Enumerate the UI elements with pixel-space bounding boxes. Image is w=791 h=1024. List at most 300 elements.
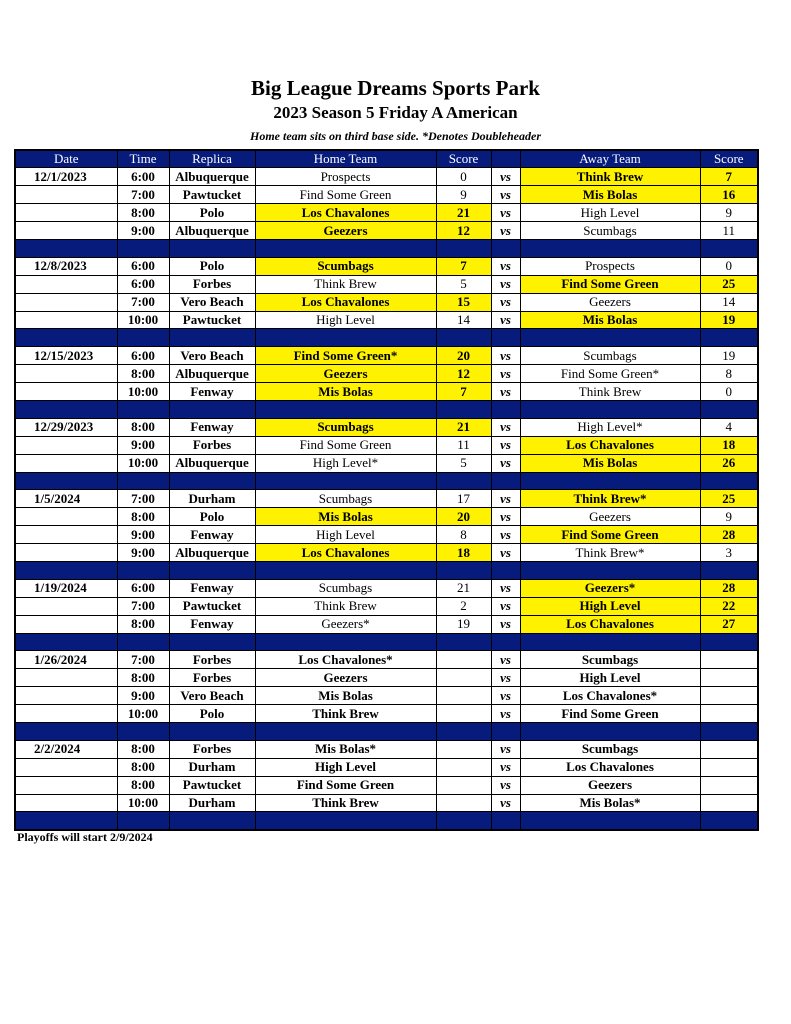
home-score: 19	[436, 615, 491, 633]
home-team: Los Chavalones*	[255, 651, 436, 669]
game-row	[15, 186, 758, 204]
away-team: Scumbags	[520, 347, 700, 365]
home-team: Geezers	[255, 669, 436, 687]
away-team: Geezers	[520, 293, 700, 311]
home-score: 21	[436, 418, 491, 436]
separator-cell	[15, 329, 117, 347]
away-score: 9	[700, 508, 758, 526]
game-date	[15, 365, 117, 383]
game-replica: Albuquerque	[169, 365, 255, 383]
game-time: 10:00	[117, 383, 169, 401]
home-score: 0	[436, 168, 491, 186]
game-row	[15, 579, 758, 597]
col-header-home-score: Score	[436, 150, 491, 168]
separator-cell	[15, 723, 117, 741]
separator-cell	[117, 812, 169, 830]
away-score: 0	[700, 257, 758, 275]
game-date	[15, 597, 117, 615]
home-team: Mis Bolas	[255, 383, 436, 401]
away-score: 3	[700, 544, 758, 562]
home-score: 14	[436, 311, 491, 329]
home-team: Think Brew	[255, 794, 436, 812]
game-replica: Polo	[169, 257, 255, 275]
away-team: Find Some Green	[520, 526, 700, 544]
game-row	[15, 383, 758, 401]
game-row	[15, 669, 758, 687]
separator-cell	[700, 472, 758, 490]
game-replica: Vero Beach	[169, 347, 255, 365]
away-score	[700, 687, 758, 705]
game-date: 12/29/2023	[15, 418, 117, 436]
game-replica: Pawtucket	[169, 776, 255, 794]
separator-cell	[491, 239, 520, 257]
vs-label: vs	[491, 597, 520, 615]
game-row	[15, 275, 758, 293]
game-date	[15, 776, 117, 794]
separator-cell	[169, 329, 255, 347]
away-team: High Level*	[520, 418, 700, 436]
game-time: 7:00	[117, 597, 169, 615]
away-score: 26	[700, 454, 758, 472]
home-score: 11	[436, 436, 491, 454]
away-score: 19	[700, 347, 758, 365]
col-header-away-score: Score	[700, 150, 758, 168]
game-time: 8:00	[117, 669, 169, 687]
away-team: Mis Bolas	[520, 186, 700, 204]
home-team: Los Chavalones	[255, 293, 436, 311]
game-replica: Fenway	[169, 383, 255, 401]
vs-label: vs	[491, 544, 520, 562]
separator-cell	[491, 400, 520, 418]
game-row	[15, 311, 758, 329]
separator-cell	[700, 561, 758, 579]
game-row	[15, 418, 758, 436]
away-team: Think Brew*	[520, 490, 700, 508]
away-score	[700, 776, 758, 794]
game-time: 8:00	[117, 740, 169, 758]
away-team: Los Chavalones	[520, 758, 700, 776]
game-date: 2/2/2024	[15, 740, 117, 758]
game-replica: Forbes	[169, 669, 255, 687]
away-team: Geezers	[520, 508, 700, 526]
separator-cell	[255, 633, 436, 651]
game-time: 7:00	[117, 490, 169, 508]
away-score	[700, 651, 758, 669]
separator-cell	[15, 472, 117, 490]
game-time: 8:00	[117, 776, 169, 794]
home-score: 18	[436, 544, 491, 562]
game-time: 10:00	[117, 454, 169, 472]
game-replica: Albuquerque	[169, 168, 255, 186]
separator-cell	[700, 812, 758, 830]
game-replica: Albuquerque	[169, 454, 255, 472]
game-row	[15, 257, 758, 275]
separator-cell	[15, 633, 117, 651]
away-team: Mis Bolas*	[520, 794, 700, 812]
game-time: 8:00	[117, 615, 169, 633]
home-team: High Level*	[255, 454, 436, 472]
game-row	[15, 615, 758, 633]
game-replica: Durham	[169, 490, 255, 508]
game-date	[15, 705, 117, 723]
away-team: High Level	[520, 204, 700, 222]
home-score	[436, 794, 491, 812]
game-row	[15, 794, 758, 812]
separator-cell	[700, 633, 758, 651]
game-time: 6:00	[117, 168, 169, 186]
home-score	[436, 651, 491, 669]
game-replica: Fenway	[169, 526, 255, 544]
away-score: 11	[700, 222, 758, 240]
col-header-date: Date	[15, 150, 117, 168]
separator-cell	[117, 329, 169, 347]
away-score	[700, 669, 758, 687]
game-row	[15, 705, 758, 723]
vs-label: vs	[491, 365, 520, 383]
game-replica: Polo	[169, 204, 255, 222]
away-team: Los Chavalones	[520, 615, 700, 633]
separator-cell	[169, 812, 255, 830]
home-score: 21	[436, 579, 491, 597]
vs-label: vs	[491, 508, 520, 526]
game-row	[15, 597, 758, 615]
home-score	[436, 758, 491, 776]
game-date	[15, 204, 117, 222]
game-row	[15, 776, 758, 794]
vs-label: vs	[491, 222, 520, 240]
col-header-vs	[491, 150, 520, 168]
separator-cell	[255, 812, 436, 830]
separator-cell	[520, 239, 700, 257]
home-team: Scumbags	[255, 257, 436, 275]
game-replica: Albuquerque	[169, 222, 255, 240]
separator-cell	[255, 561, 436, 579]
game-row	[15, 508, 758, 526]
vs-label: vs	[491, 204, 520, 222]
home-team: Find Some Green	[255, 186, 436, 204]
away-team: Prospects	[520, 257, 700, 275]
game-replica: Pawtucket	[169, 597, 255, 615]
game-time: 9:00	[117, 526, 169, 544]
separator-cell	[491, 723, 520, 741]
home-team: Mis Bolas	[255, 687, 436, 705]
home-team: Scumbags	[255, 418, 436, 436]
away-team: Geezers	[520, 776, 700, 794]
away-score: 18	[700, 436, 758, 454]
game-date	[15, 186, 117, 204]
away-team: High Level	[520, 669, 700, 687]
vs-label: vs	[491, 776, 520, 794]
game-time: 8:00	[117, 365, 169, 383]
vs-label: vs	[491, 168, 520, 186]
vs-label: vs	[491, 579, 520, 597]
away-team: Los Chavalones	[520, 436, 700, 454]
game-row	[15, 526, 758, 544]
game-time: 10:00	[117, 705, 169, 723]
home-team: Los Chavalones	[255, 544, 436, 562]
vs-label: vs	[491, 794, 520, 812]
game-replica: Fenway	[169, 418, 255, 436]
separator-cell	[255, 723, 436, 741]
header-row	[15, 150, 758, 168]
home-team: Geezers	[255, 222, 436, 240]
week-separator	[15, 633, 758, 651]
game-date	[15, 383, 117, 401]
separator-cell	[255, 329, 436, 347]
game-time: 10:00	[117, 311, 169, 329]
home-score: 12	[436, 222, 491, 240]
home-team: Geezers*	[255, 615, 436, 633]
home-team: Los Chavalones	[255, 204, 436, 222]
game-date	[15, 275, 117, 293]
separator-cell	[169, 723, 255, 741]
separator-cell	[491, 329, 520, 347]
vs-label: vs	[491, 526, 520, 544]
away-score: 14	[700, 293, 758, 311]
game-date	[15, 544, 117, 562]
separator-cell	[117, 633, 169, 651]
game-replica: Pawtucket	[169, 311, 255, 329]
game-replica: Fenway	[169, 579, 255, 597]
vs-label: vs	[491, 687, 520, 705]
game-time: 6:00	[117, 275, 169, 293]
home-team: Find Some Green	[255, 776, 436, 794]
game-date: 1/26/2024	[15, 651, 117, 669]
home-team: Find Some Green	[255, 436, 436, 454]
away-score: 28	[700, 579, 758, 597]
home-score: 5	[436, 454, 491, 472]
away-score: 25	[700, 490, 758, 508]
separator-cell	[520, 633, 700, 651]
game-row	[15, 436, 758, 454]
separator-cell	[700, 329, 758, 347]
away-score: 4	[700, 418, 758, 436]
game-replica: Forbes	[169, 436, 255, 454]
vs-label: vs	[491, 651, 520, 669]
schedule-body	[15, 168, 758, 830]
separator-cell	[117, 561, 169, 579]
game-time: 6:00	[117, 257, 169, 275]
away-team: Geezers*	[520, 579, 700, 597]
game-time: 9:00	[117, 544, 169, 562]
separator-cell	[255, 472, 436, 490]
home-score: 8	[436, 526, 491, 544]
home-team: High Level	[255, 311, 436, 329]
separator-cell	[15, 561, 117, 579]
away-team: Find Some Green	[520, 705, 700, 723]
away-score: 28	[700, 526, 758, 544]
vs-label: vs	[491, 436, 520, 454]
game-replica: Durham	[169, 758, 255, 776]
game-row	[15, 293, 758, 311]
game-date	[15, 687, 117, 705]
game-date	[15, 615, 117, 633]
week-separator	[15, 561, 758, 579]
away-score: 19	[700, 311, 758, 329]
separator-cell	[700, 239, 758, 257]
separator-cell	[169, 472, 255, 490]
vs-label: vs	[491, 347, 520, 365]
vs-label: vs	[491, 705, 520, 723]
vs-label: vs	[491, 257, 520, 275]
home-score: 15	[436, 293, 491, 311]
home-score: 7	[436, 383, 491, 401]
week-separator	[15, 400, 758, 418]
separator-cell	[491, 561, 520, 579]
separator-cell	[169, 239, 255, 257]
away-score: 9	[700, 204, 758, 222]
away-team: High Level	[520, 597, 700, 615]
col-header-replica: Replica	[169, 150, 255, 168]
game-time: 9:00	[117, 687, 169, 705]
vs-label: vs	[491, 490, 520, 508]
col-header-home-team: Home Team	[255, 150, 436, 168]
home-team: Prospects	[255, 168, 436, 186]
game-date: 12/8/2023	[15, 257, 117, 275]
home-team: Think Brew	[255, 705, 436, 723]
away-team: Think Brew	[520, 168, 700, 186]
away-team: Find Some Green	[520, 275, 700, 293]
home-score: 12	[436, 365, 491, 383]
game-row	[15, 454, 758, 472]
home-team: Find Some Green*	[255, 347, 436, 365]
game-time: 6:00	[117, 579, 169, 597]
home-score: 20	[436, 508, 491, 526]
separator-cell	[436, 812, 491, 830]
game-time: 7:00	[117, 293, 169, 311]
game-replica: Forbes	[169, 275, 255, 293]
separator-cell	[117, 472, 169, 490]
schedule-note: Home team sits on third base side. *Denotes Doubleheader	[250, 129, 541, 143]
game-replica: Polo	[169, 508, 255, 526]
separator-cell	[255, 400, 436, 418]
game-date	[15, 454, 117, 472]
away-team: Los Chavalones*	[520, 687, 700, 705]
home-score: 5	[436, 275, 491, 293]
home-score: 21	[436, 204, 491, 222]
separator-cell	[520, 400, 700, 418]
separator-cell	[15, 239, 117, 257]
week-separator	[15, 723, 758, 741]
separator-cell	[520, 472, 700, 490]
separator-cell	[491, 472, 520, 490]
away-team: Scumbags	[520, 222, 700, 240]
away-score: 22	[700, 597, 758, 615]
game-time: 8:00	[117, 508, 169, 526]
away-score: 0	[700, 383, 758, 401]
game-date	[15, 508, 117, 526]
game-date: 1/19/2024	[15, 579, 117, 597]
separator-cell	[169, 561, 255, 579]
home-score: 17	[436, 490, 491, 508]
separator-cell	[520, 561, 700, 579]
game-date	[15, 758, 117, 776]
separator-cell	[436, 472, 491, 490]
week-separator	[15, 472, 758, 490]
separator-cell	[520, 329, 700, 347]
game-time: 8:00	[117, 758, 169, 776]
away-score: 7	[700, 168, 758, 186]
home-score: 7	[436, 257, 491, 275]
separator-cell	[255, 239, 436, 257]
game-row	[15, 687, 758, 705]
home-score: 20	[436, 347, 491, 365]
col-header-away-team: Away Team	[520, 150, 700, 168]
page-subtitle: 2023 Season 5 Friday A American	[273, 103, 518, 122]
vs-label: vs	[491, 454, 520, 472]
separator-cell	[436, 239, 491, 257]
separator-cell	[117, 239, 169, 257]
game-row	[15, 740, 758, 758]
game-row	[15, 222, 758, 240]
game-date: 12/1/2023	[15, 168, 117, 186]
separator-cell	[169, 400, 255, 418]
game-date	[15, 311, 117, 329]
separator-cell	[117, 723, 169, 741]
home-team: Think Brew	[255, 275, 436, 293]
separator-cell	[436, 633, 491, 651]
vs-label: vs	[491, 615, 520, 633]
game-row	[15, 544, 758, 562]
game-time: 6:00	[117, 347, 169, 365]
game-time: 8:00	[117, 204, 169, 222]
game-row	[15, 365, 758, 383]
away-team: Think Brew	[520, 383, 700, 401]
separator-cell	[700, 400, 758, 418]
vs-label: vs	[491, 275, 520, 293]
game-replica: Forbes	[169, 651, 255, 669]
game-time: 7:00	[117, 651, 169, 669]
game-date	[15, 669, 117, 687]
vs-label: vs	[491, 740, 520, 758]
separator-cell	[15, 400, 117, 418]
home-team: Geezers	[255, 365, 436, 383]
game-time: 10:00	[117, 794, 169, 812]
home-team: High Level	[255, 526, 436, 544]
game-time: 7:00	[117, 186, 169, 204]
separator-cell	[436, 329, 491, 347]
home-team: Scumbags	[255, 579, 436, 597]
game-date	[15, 436, 117, 454]
vs-label: vs	[491, 669, 520, 687]
home-team: Think Brew	[255, 597, 436, 615]
game-row	[15, 758, 758, 776]
col-header-time: Time	[117, 150, 169, 168]
vs-label: vs	[491, 293, 520, 311]
home-score	[436, 669, 491, 687]
separator-cell	[520, 723, 700, 741]
game-time: 9:00	[117, 436, 169, 454]
game-replica: Pawtucket	[169, 186, 255, 204]
separator-cell	[436, 561, 491, 579]
separator-cell	[169, 633, 255, 651]
away-team: Find Some Green*	[520, 365, 700, 383]
game-row	[15, 490, 758, 508]
game-date: 1/5/2024	[15, 490, 117, 508]
away-team: Mis Bolas	[520, 454, 700, 472]
schedule-table	[14, 149, 759, 831]
home-score: 9	[436, 186, 491, 204]
vs-label: vs	[491, 418, 520, 436]
game-date: 12/15/2023	[15, 347, 117, 365]
away-team: Think Brew*	[520, 544, 700, 562]
page-title: Big League Dreams Sports Park	[251, 76, 540, 100]
vs-label: vs	[491, 311, 520, 329]
home-score	[436, 687, 491, 705]
home-team: Mis Bolas*	[255, 740, 436, 758]
game-replica: Fenway	[169, 615, 255, 633]
game-date	[15, 794, 117, 812]
